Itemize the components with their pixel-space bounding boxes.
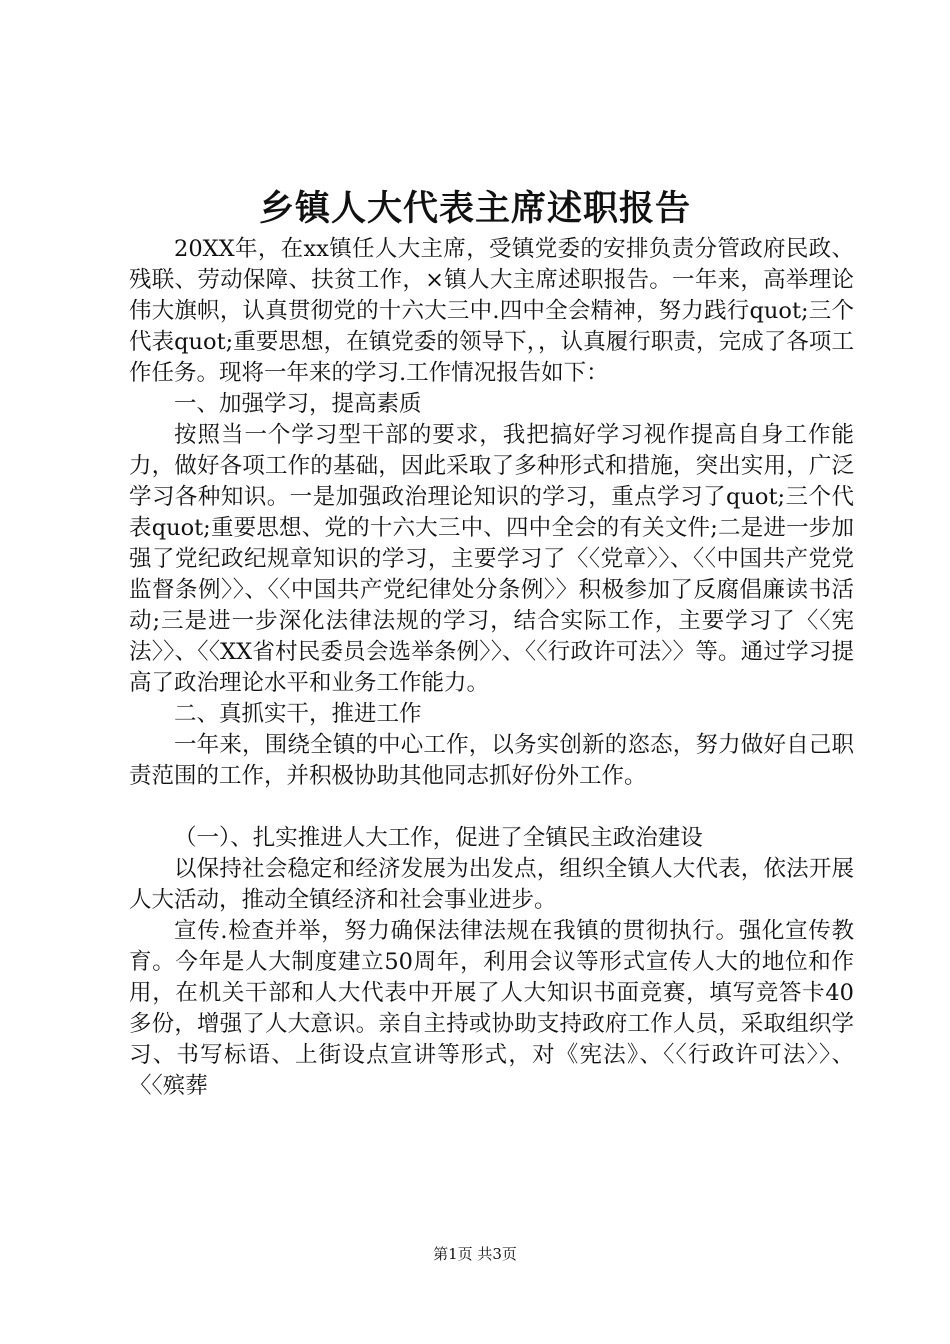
paragraph-intro: 20XX年，在xx镇任人大主席，受镇党委的安排负责分管政府民政、残联、劳动保障、扶贫工作，×镇人大主席述职报告。一年来，高举理论伟大旗帜，认真贯彻党的十六大三中.四中全会精神，努力践行quot;三个代表quot;重要思想，在镇党委的领导下，，认真履行职责，完成了各项工作任务。现将一年来的学习.工作情况报告如下： xyxy=(129,236,854,386)
page-footer: 第1页 共3页 xyxy=(433,1245,517,1263)
document-title: 乡镇人大代表主席述职报告 xyxy=(258,188,691,229)
paragraph-stability: 以保持社会稳定和经济发展为出发点，组织全镇人大代表，依法开展人大活动，推动全镇经济和社会事业进步。 xyxy=(129,856,854,913)
heading-section-2: 二、真抓实干，推进工作 xyxy=(174,701,422,727)
paragraph-study: 按照当一个学习型干部的要求，我把搞好学习视作提高自身工作能力，做好各项工作的基础，因此采取了多种形式和措施，突出实用，广泛学习各种知识。一是加强政治理论知识的学习，重点学习了quot;三个代表quot;重要思想、党的十六大三中、四中全会的有关文件;二是进一步加强了党纪政纪规章知识的学习，主要学习了〈〈党章〉〉、〈〈中国共产党党监督条例〉〉、〈〈中国共产党纪律处分条例〉〉积极参加了反腐倡廉读书活动;三是进一步深化法律法规的学习，结合实际工作，主要学习了〈〈宪法〉〉、〈〈XX省村民委员会选举条例〉〉、〈〈行政许可法〉〉等。通过学习提高了政治理论水平和业务工作能力。 xyxy=(129,422,854,696)
blank-line xyxy=(129,792,854,823)
paragraph-work: 一年来，围绕全镇的中心工作，以务实创新的恣态，努力做好自己职责范围的工作，并积极协助其他同志抓好份外工作。 xyxy=(129,732,854,789)
heading-section-1: 一、加强学习，提高素质 xyxy=(174,391,422,417)
heading-subsection-1: （一）、扎实推进人大工作，促进了全镇民主政治建设 xyxy=(174,825,703,851)
paragraph-publicity: 宣传.检查并举，努力确保法律法规在我镇的贯彻执行。强化宣传教育。今年是人大制度建立50周年，利用会议等形式宣传人大的地位和作用，在机关干部和人大代表中开展了人大知识书面竞赛，填写竞答卡40多份，增强了人大意识。亲自主持或协助支持政府工作人员，采取组织学习、书写标语、上街设点宣讲等形式，对《宪法》、〈〈行政许可法〉〉、〈〈殡葬 xyxy=(129,918,854,1099)
document-body xyxy=(129,234,854,1102)
